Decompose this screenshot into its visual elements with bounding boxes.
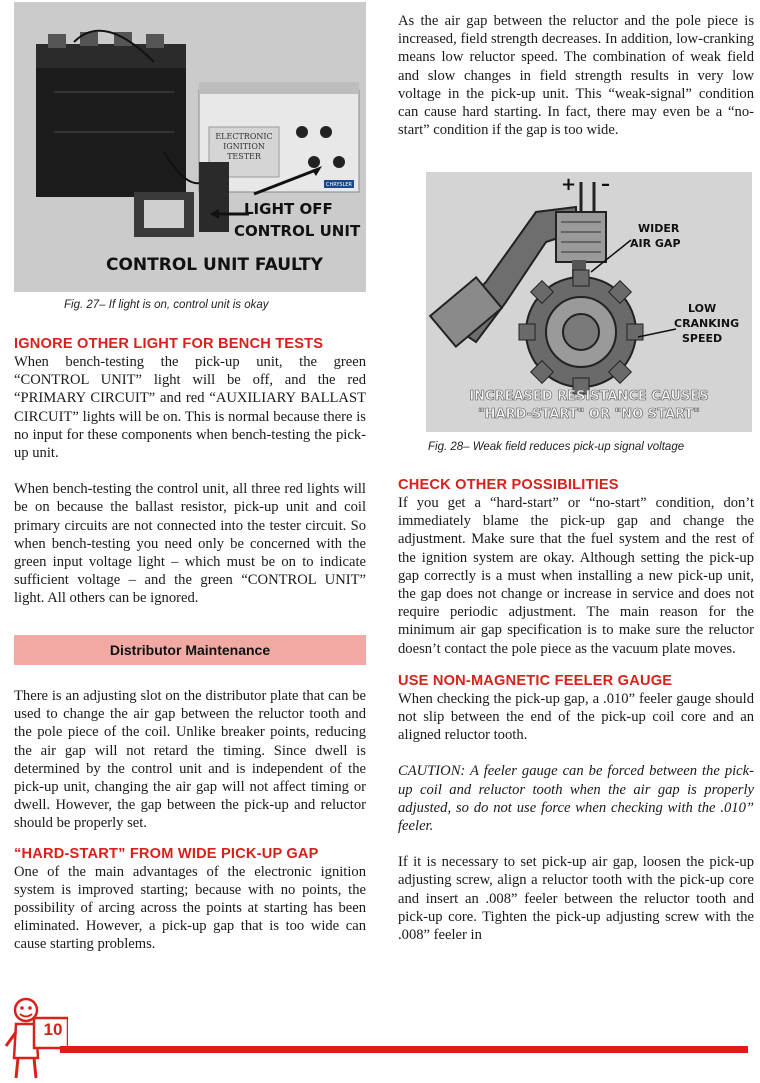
- diagram-bottom-label-2: "HARD-START" OR "NO START": [477, 407, 701, 422]
- wider-gap-label-2: AIR GAP: [630, 237, 681, 250]
- reluctor-wheel: [519, 270, 643, 394]
- paragraph-set-gap: If it is necessary to set pick-up air gap, loosen the pick-up adjusting screw, align a reluctor tooth with the pick-up core and insert an .008” feeler between the reluctor tooth and pick-up core. Tighten the pick-up adjusting screw with the .008” feeler in: [398, 854, 754, 944]
- footer-rule: [60, 1046, 748, 1053]
- paragraph-bench-test-control: When bench-testing the control unit, all three red lights will be on because the ballast resistor, pick-up unit and coil primary circuits are not connected into the tester circuit. So when bench-testing you need only be concerned with the green input voltage light – which must be on to indicate sufficient voltage – and the green “CONTROL UNIT” light. All others can be ignored.: [14, 481, 366, 607]
- tester-illustration: [14, 2, 366, 292]
- heading-feeler-gauge: USE NON-MAGNETIC FEELER GAUGE: [398, 672, 673, 689]
- left-column-top: [14, 335, 366, 608]
- figure-27-photo: [14, 2, 366, 292]
- reluctor-diagram: [426, 172, 752, 432]
- paragraph-air-gap: As the air gap between the reluctor and the pole piece is increased, field strength decreases. In addition, low-cranking means low reluctor speed. The combination of weak field and slow changes in field strength results in very low voltage in the pick-up unit. This “weak-signal” condition can cause hard starting. In fact, there may even be a “no-start” condition if the gap is too wide.: [398, 13, 754, 139]
- plus-sign: +: [561, 174, 577, 195]
- control-unit-faulty-label: CONTROL UNIT FAULTY: [106, 255, 323, 275]
- tester-label-2: IGNITION: [223, 142, 265, 151]
- chrysler-badge: CHRYSLER: [325, 182, 353, 188]
- right-column-top: [398, 12, 754, 139]
- tester-label-1: ELECTRONIC: [215, 132, 273, 141]
- figure-27-caption: Fig. 27– If light is on, control unit is okay: [64, 299, 269, 311]
- left-column-bottom: [14, 687, 366, 954]
- section-banner-distributor-maintenance: Distributor Maintenance: [14, 635, 366, 665]
- right-column-bottom: [398, 476, 754, 944]
- paragraph-bench-test-pickup: When bench-testing the pick-up unit, the green “CONTROL UNIT” light will be off, and the red “PRIMARY CIRCUIT” and red “AUXILIARY BALLAST CIRCUIT” lights will be on. This is normal because there is no input for these components when bench-testing the pick-up unit.: [14, 354, 366, 462]
- paragraph-caution: CAUTION: A feeler gauge can be forced between the pick-up coil and reluctor tooth when the air gap is properly adjusted, so do not use force when checking with the .010” feeler.: [398, 763, 754, 835]
- pickup-coil: [556, 212, 606, 262]
- low-cranking-label-3: SPEED: [682, 332, 723, 345]
- light-off-label: LIGHT OFF: [244, 200, 333, 218]
- page-number: 10: [43, 1020, 63, 1039]
- paragraph-feeler-gauge: When checking the pick-up gap, a .010” feeler gauge should not slip between the end of the pick-up coil core and an aligned reluctor tooth.: [398, 690, 754, 744]
- battery-illustration: [36, 32, 186, 197]
- wider-gap-label-1: WIDER: [638, 222, 680, 235]
- paragraph-adjusting-slot: There is an adjusting slot on the distributor plate that can be used to change the air gap between the reluctor tooth and the pole piece of the coil. Unlike breaker points, reducing the air gap will not retard the timing. Since dwell is determined by the control unit and is independent of the pick-up unit, changing the air gap will not affect timing or dwell. However, the gap between the pick-up and reluctor should be properly set.: [14, 688, 366, 832]
- low-cranking-label-1: LOW: [688, 302, 717, 315]
- minus-sign: –: [601, 174, 610, 195]
- control-unit-label: CONTROL UNIT: [234, 222, 361, 240]
- diagram-bottom-label-1: INCREASED RESISTANCE CAUSES: [469, 389, 709, 404]
- tester-label-3: TESTER: [227, 152, 261, 161]
- heading-hard-start: “HARD-START” FROM WIDE PICK-UP GAP: [14, 845, 319, 862]
- figure-28-caption: Fig. 28– Weak field reduces pick-up signal voltage: [428, 441, 685, 453]
- figure-28-diagram: [426, 172, 752, 432]
- paragraph-check-other: If you get a “hard-start” or “no-start” condition, don’t immediately blame the pick-up gap and change the adjustment. Make sure that the fuel system and the rest of the ignition system are okay. Although setting the pick-up gap correctly is a must when installing a new pick-up unit, the gap does not change or increase in service and does not require periodic adjustment. The main reason for the minimum air gap specification is to make sure the reluctor doesn’t contact the pole piece as the vacuum plate moves.: [398, 495, 754, 657]
- paragraph-advantages: One of the main advantages of the electronic ignition system is improved starting; because with no points, the possibility of arcing across the points at starting has been eliminated. However, a pick-up gap that is too wide can cause starting problems.: [14, 863, 366, 953]
- heading-check-other: CHECK OTHER POSSIBILITIES: [398, 477, 619, 493]
- low-cranking-label-2: CRANKING: [674, 317, 740, 330]
- heading-ignore-other-light: IGNORE OTHER LIGHT FOR BENCH TESTS: [14, 336, 324, 352]
